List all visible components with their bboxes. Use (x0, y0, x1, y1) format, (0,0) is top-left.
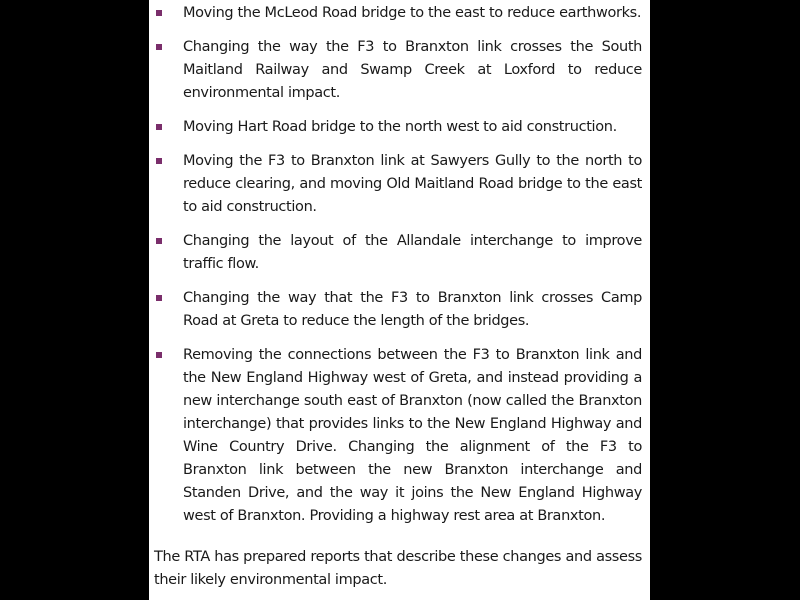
list-item (154, 150, 642, 219)
list-item (154, 344, 642, 528)
list-item (154, 287, 642, 333)
square-bullet-icon (156, 352, 162, 358)
list-item (154, 116, 642, 139)
list-item-text: Moving the McLeod Road bridge to the east to reduce earthworks. (183, 5, 642, 21)
square-bullet-icon (156, 238, 162, 244)
list-item-text: Changing the way the F3 to Branxton link crosses the South Maitland Railway and Swamp Creek at Loxford to reduce environmental impact. (183, 39, 642, 101)
list-item (154, 36, 642, 105)
square-bullet-icon (156, 295, 162, 301)
list-item (154, 2, 642, 25)
list-item (154, 230, 642, 276)
changes-list (154, 2, 642, 539)
square-bullet-icon (156, 44, 162, 50)
square-bullet-icon (156, 10, 162, 16)
list-item-text: Moving the F3 to Branxton link at Sawyers Gully to the north to reduce clearing, and moving Old Maitland Road bridge to the east to aid construction. (183, 153, 642, 215)
square-bullet-icon (156, 158, 162, 164)
document-page (149, 0, 650, 600)
list-item-text: Removing the connections between the F3 to Branxton link and the New England Highway west of Greta, and instead providing a new interchange south east of Branxton (now called the Branxton interchange) that provides links to the New England Highway and Wine Country Drive. Changing the alignment of the F3 to Branxton link between the new Branxton interchange and Standen Drive, and the way it joins the New England Highway west of Branxton. Providing a highway rest area at Branxton. (183, 347, 642, 524)
list-item-text: Changing the way that the F3 to Branxton link crosses Camp Road at Greta to reduce the length of the bridges. (183, 290, 642, 329)
list-item-text: Moving Hart Road bridge to the north west to aid construction. (183, 119, 617, 135)
list-item-text: Changing the layout of the Allandale interchange to improve traffic flow. (183, 233, 642, 272)
closing-paragraph: The RTA has prepared reports that describe these changes and assess their likely environmental impact. (154, 549, 642, 588)
square-bullet-icon (156, 124, 162, 130)
